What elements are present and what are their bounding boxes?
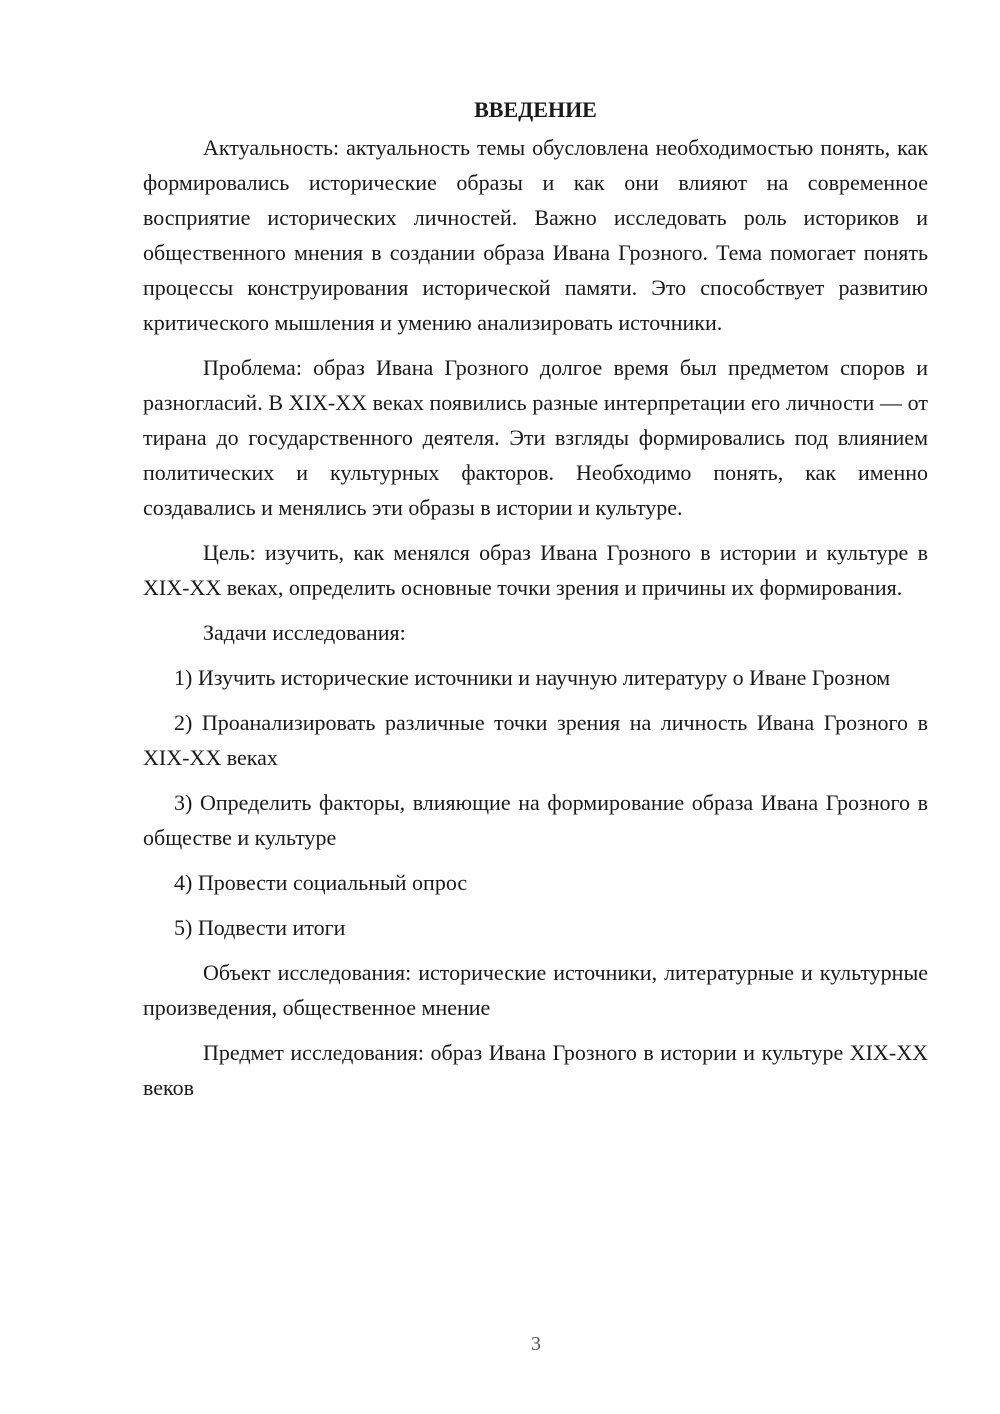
task-item-1: 1) Изучить исторические источники и научную литературу о Иване Грозном <box>174 665 891 690</box>
problem-paragraph: Проблема: образ Ивана Грозного долгое время был предметом споров и разногласий. В XIX-XX веках появились разные интерпретации его личности — от тирана до государственного деятеля. Эти взгляды формировались под влиянием политических и культурных факторов. Необходимо понять, как именно создавались и менялись эти образы в истории и культуре. <box>143 355 928 520</box>
task-item-2: 2) Проанализировать различные точки зрения на личность Ивана Грозного в XIX-XX веках <box>143 710 928 770</box>
task-item-3: 3) Определить факторы, влияющие на формирование образа Ивана Грозного в обществе и культуре <box>143 790 928 850</box>
subject-paragraph: Предмет исследования: образ Ивана Грозного в истории и культуре XIX-XX веков <box>143 1040 928 1100</box>
object-paragraph: Объект исследования: исторические источники, литературные и культурные произведения, общественное мнение <box>143 960 928 1020</box>
goal-paragraph: Цель: изучить, как менялся образ Ивана Грозного в истории и культуре в XIX-XX веках, определить основные точки зрения и причины их формирования. <box>143 540 928 600</box>
relevance-paragraph: Актуальность: актуальность темы обусловлена необходимостью понять, как формировались исторические образы и как они влияют на современное восприятие исторических личностей. Важно исследовать роль историков и общественного мнения в создании образа Ивана Грозного. Тема помогает понять процессы конструирования исторической памяти. Это способствует развитию критического мышления и умению анализировать источники. <box>143 135 928 335</box>
document-page <box>143 92 928 1115</box>
page-number: 3 <box>531 1333 541 1355</box>
section-heading: ВВЕДЕНИЕ <box>474 97 597 122</box>
task-item-4: 4) Провести социальный опрос <box>174 870 468 895</box>
tasks-label: Задачи исследования: <box>203 620 406 645</box>
task-item-5: 5) Подвести итоги <box>174 915 346 940</box>
